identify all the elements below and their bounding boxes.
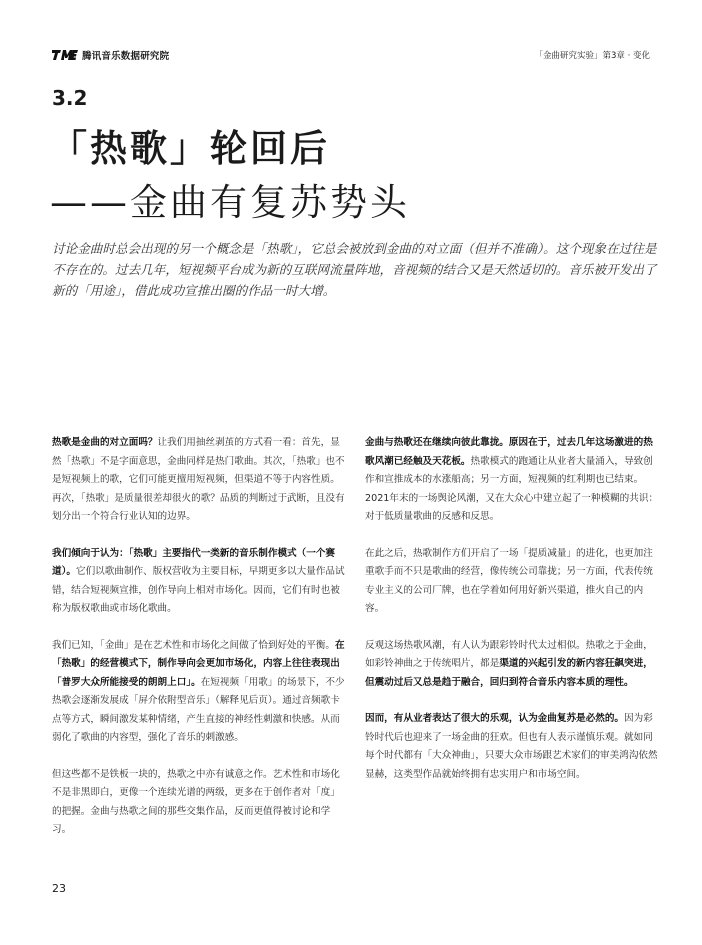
- paragraph: [365, 637, 661, 693]
- page-title: 「热歌」轮回后: [50, 127, 330, 170]
- bold-text: 在「热歌」的经营模式下，制作导向会更加市场化，内容上往往表现出「普罗大众所能接受的朗朗上口」。: [52, 639, 345, 688]
- paragraph: [365, 710, 661, 784]
- paragraph: [52, 766, 348, 840]
- section-number: 3.2: [52, 86, 88, 110]
- tme-logo-icon: [52, 49, 78, 61]
- bold-text: 金曲与热歌还在继续向彼此靠拢。原因在于，过去几年这场激进的热歌风潮已经触及天花板。: [365, 437, 653, 467]
- page-number: 23: [52, 882, 66, 895]
- left-column: [52, 434, 348, 858]
- bold-text: 我们倾向于认为：「热歌」主要指代一类新的音乐制作模式（一个赛道）。: [52, 547, 336, 577]
- body-text: 但这些都不是铁板一块的，热歌之中亦有诚意之作。艺术性和市场化不是非黑即白，更像一个连续光谱的两级，更多在于创作者对「度」的把握。金曲与热歌之间的那些交集作品，反而更值得被讨论和学习。: [52, 768, 340, 835]
- logo: [52, 48, 169, 62]
- logo-text: 腾讯音乐数据研究院: [82, 51, 170, 62]
- paragraph: [365, 434, 661, 527]
- paragraph: [52, 637, 348, 748]
- right-column: [365, 434, 661, 802]
- bold-text: 因而，有从业者表达了很大的乐观，认为金曲复苏是必然的。: [365, 713, 625, 724]
- body-text: 热歌模式的跑通让从业者大量涌入，导致创作和宣推成本的水涨船高；另一方面，短视频的红利期也已结束。2021年末的一场舆论风潮，又在大众心中建立起了一种模糊的共识：对于低质量歌曲的反感和反思。: [365, 455, 659, 522]
- chapter-label: 「金曲研究实验」第3章 · 变化: [534, 51, 650, 61]
- body-text: 它们以歌曲制作、版权营收为主要目标，早期更多以大量作品试错，结合短视频宣推，创作导向上相对市场化。因而，它们有时也被称为版权歌曲或市场化歌曲。: [52, 566, 345, 614]
- body-text: 我们已知，「金曲」是在艺术性和市场化之间做了恰到好处的平衡。: [52, 639, 336, 651]
- paragraph: [365, 545, 661, 619]
- body-text: 在此之后，热歌制作方们开启了一场「提质减量」的进化，也更加注重歌手而不只是歌曲的经营，像传统公司靠拢；另一方面，代表传统专业主义的公司厂牌，也在学着如何用好新兴渠道，推火自己的内容。: [365, 547, 653, 614]
- body-text: 让我们用抽丝剥茧的方式看一看：首先，显然「热歌」不是字面意思，金曲同样是热门歌曲。其次，「热歌」也不是短视频上的歌，它们可能更擅用短视频，但渠道不等于内容性质。再次，「热歌」是质量很差却很火的歌？品质的判断过于武断，且没有划分出一个符合行业认知的边界。: [52, 437, 345, 522]
- body-text: 反观这场热歌风潮，有人认为跟彩铃时代太过相似。热歌之于金曲，如彩铃神曲之于传统唱片，都是: [365, 639, 653, 669]
- intro-paragraph: 讨论金曲时总会出现的另一个概念是「热歌」，它总会被放到金曲的对立面（但并不准确）。这个现象在过往是不存在的。过去几年，短视频平台成为新的互联网流量阵地，音视频的结合又是天然适切的。音乐被开发出了新的「用途」，借此成功宣推出圈的作品一时大增。: [52, 241, 657, 298]
- body-text: 在短视频「用歌」的场景下，不少热歌会逐渐发展成「屏介依附型音乐」（解释见后页）。通过音频歌卡点等方式，瞬间激发某种情绪，产生直接的神经性刺激和快感。从而弱化了歌曲的内容型，强化了音乐的刺激感。: [52, 676, 345, 743]
- paragraph: [52, 545, 348, 619]
- bold-text: 热歌是金曲的对立面吗？: [52, 437, 158, 448]
- page-header: [52, 48, 650, 64]
- body-text: 因为彩铃时代后也迎来了一场金曲的狂欢。但也有人表示谨慎乐观。就如同每个时代都有「大众神曲」，只要大众市场跟艺术家们的审美鸿沟依然显赫，这类型作品就始终拥有忠实用户和市场空间。: [365, 713, 658, 780]
- paragraph: [52, 434, 348, 527]
- bold-text: 渠道的兴起引发的新内容狂飙突进，但震动过后又总是趋于融合，回归到符合音乐内容本质的理性。: [365, 658, 653, 688]
- page-subtitle: ——金曲有复苏势头: [50, 181, 410, 224]
